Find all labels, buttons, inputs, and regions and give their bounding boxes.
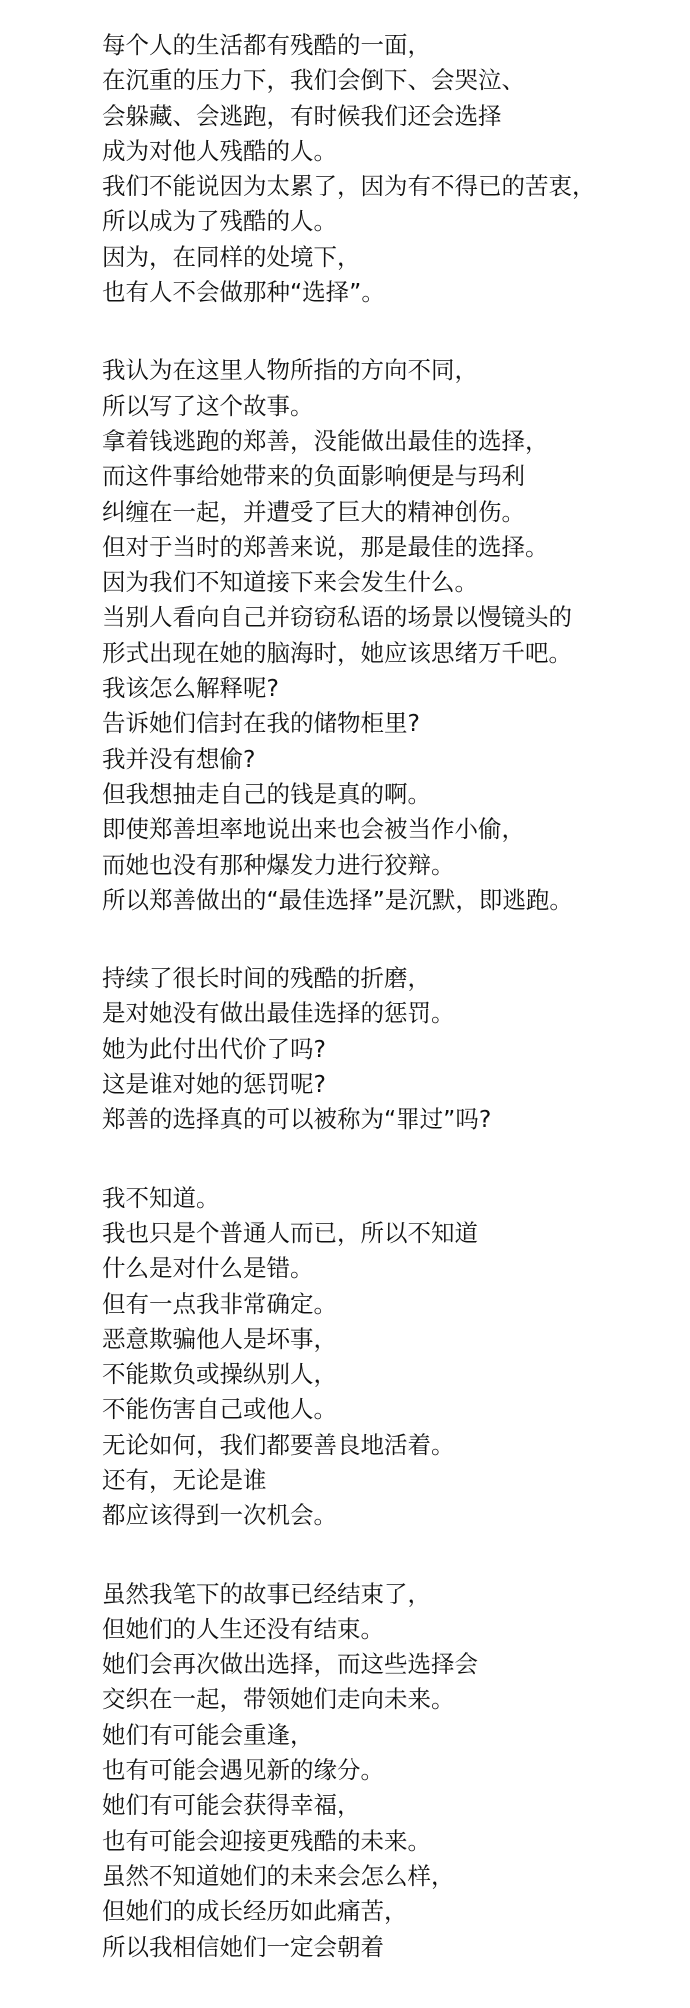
text-line: 在沉重的压力下，我们会倒下、会哭泣、 [102,66,525,95]
text-line: 持续了很长时间的残酷的折磨， [102,964,431,993]
text-line: 也有可能会迎接更残酷的未来。 [102,1826,431,1855]
text-line: 还有，无论是谁 [102,1465,267,1494]
text-line: 但对于当时的郑善来说，那是最佳的选择。 [102,532,549,561]
text-line: 但我想抽走自己的钱是真的啊。 [102,779,431,808]
text-line: 我认为在这里人物所指的方向不同， [102,356,478,385]
afterword-text [102,28,682,2008]
text-line: 成为对他人残酷的人。 [102,136,337,165]
text-line: 她们有可能会获得幸福， [102,1791,361,1820]
text-line: 不能欺负或操纵别人， [102,1360,337,1389]
text-line: 郑善的选择真的可以被称为“罪过”吗? [102,1105,492,1134]
text-line: 这是谁对她的惩罚呢? [102,1070,326,1099]
paragraph [102,353,682,918]
text-line: 交织在一起，带领她们走向未来。 [102,1685,455,1714]
text-line: 所以成为了残酷的人。 [102,207,337,236]
text-line: 纠缠在一起，并遭受了巨大的精神创伤。 [102,497,525,526]
text-line: 告诉她们信封在我的储物柜里? [102,709,420,738]
paragraph [102,1181,682,1534]
text-line: 虽然我笔下的故事已经结束了， [102,1579,431,1608]
text-line: 不能伤害自己或他人。 [102,1395,337,1424]
text-line: 当别人看向自己并窃窃私语的场景以慢镜头的 [102,603,572,632]
paragraph [102,1577,682,1965]
text-line: 她为此付出代价了吗? [102,1034,326,1063]
text-line: 即使郑善坦率地说出来也会被当作小偷， [102,815,525,844]
text-line: 也有可能会遇见新的缘分。 [102,1756,384,1785]
text-line: 而她也没有那种爆发力进行狡辩。 [102,850,455,879]
text-line: 因为，在同样的处境下， [102,242,361,271]
text-line: 所以我相信她们一定会朝着 [102,1932,384,1961]
text-line: 拿着钱逃跑的郑善，没能做出最佳的选择， [102,426,549,455]
text-line: 我该怎么解释呢? [102,674,279,703]
paragraph [102,28,682,310]
text-line: 也有人不会做那种“选择”。 [102,278,385,307]
text-line: 但有一点我非常确定。 [102,1289,337,1318]
text-line: 她们有可能会重逢， [102,1720,314,1749]
text-line: 每个人的生活都有残酷的一面， [102,31,431,59]
text-line: 形式出现在她的脑海时，她应该思绪万千吧。 [102,638,572,667]
text-line: 是对她没有做出最佳选择的惩罚。 [102,999,455,1028]
text-line: 我并没有想偷? [102,744,256,773]
paragraph [102,961,682,1137]
text-line: 但她们的成长经历如此痛苦， [102,1897,408,1926]
text-line: 而这件事给她带来的负面影响便是与玛利 [102,462,525,491]
text-line: 都应该得到一次机会。 [102,1501,337,1530]
text-line: 无论如何，我们都要善良地活着。 [102,1430,455,1459]
text-line: 我们不能说因为太累了，因为有不得已的苦衷， [102,172,596,201]
text-line: 她们会再次做出选择，而这些选择会 [102,1650,478,1679]
text-line: 因为我们不知道接下来会发生什么。 [102,568,478,597]
text-line: 但她们的人生还没有结束。 [102,1614,384,1643]
text-line: 什么是对什么是错。 [102,1254,314,1283]
text-line: 我不知道。 [102,1183,220,1212]
text-line: 所以郑善做出的“最佳选择”是沉默，即逃跑。 [102,885,573,914]
text-line: 所以写了这个故事。 [102,391,314,420]
text-line: 恶意欺骗他人是坏事， [102,1324,337,1353]
text-line: 会躲藏、会逃跑，有时候我们还会选择 [102,101,502,130]
text-line: 我也只是个普通人而已，所以不知道 [102,1218,478,1247]
text-line: 虽然不知道她们的未来会怎么样， [102,1861,455,1890]
